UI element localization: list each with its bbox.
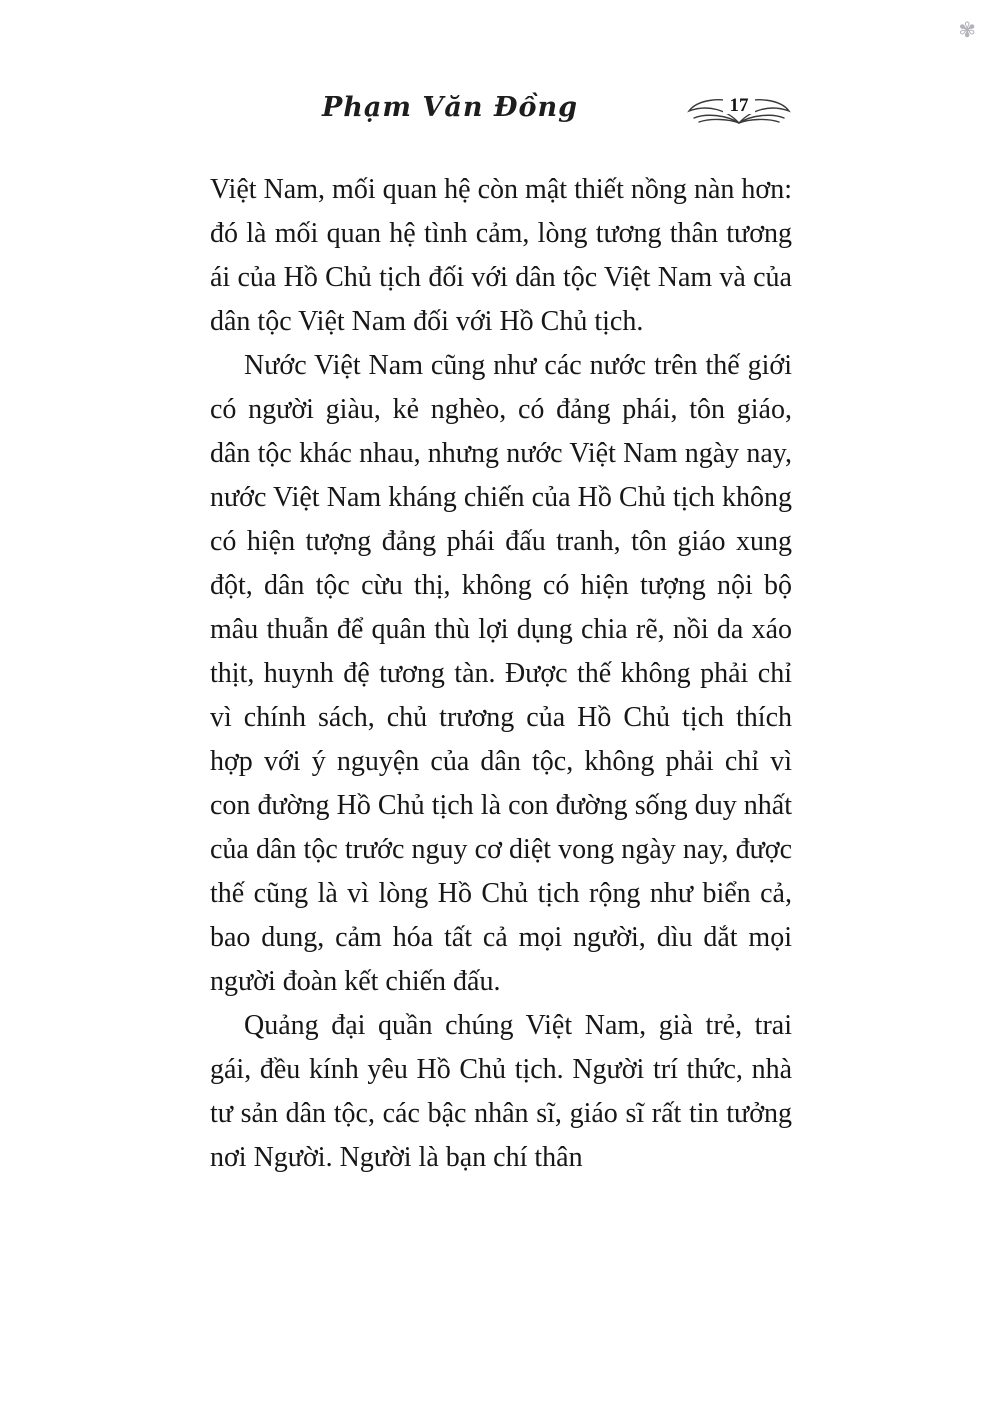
page-number-ornament — [686, 90, 792, 134]
corner-flower-icon: ✾ — [958, 18, 976, 42]
paragraph: Nước Việt Nam cũng như các nước trên thế giới có người giàu, kẻ nghèo, có đảng phái, tôn giáo, dân tộc khác nhau, nhưng nước Việt Nam ngày nay, nước Việt Nam kháng chiến của Hồ Chủ tịch không có hiện tượng đảng phái đấu tranh, tôn giáo xung đột, dân tộc cừu thị, không có hiện tượng nội bộ mâu thuẫn để quân thù lợi dụng chia rẽ, nồi da xáo thịt, huynh đệ tương tàn. Được thế không phải chỉ vì chính sách, chủ trương của Hồ Chủ tịch thích hợp với ý nguyện của dân tộc, không phải chỉ vì con đường Hồ Chủ tịch là con đường sống duy nhất của dân tộc trước nguy cơ diệt vong ngày nay, được thế cũng là vì lòng Hồ Chủ tịch rộng như biển cả, bao dung, cảm hóa tất cả mọi người, dìu dắt mọi người đoàn kết chiến đấu. — [210, 350, 792, 997]
body-text — [210, 168, 792, 1180]
running-head-author: Phạm Văn Đồng — [322, 92, 578, 123]
page-number: 17 — [729, 95, 749, 116]
open-book-icon — [686, 90, 792, 134]
paragraph: Quảng đại quần chúng Việt Nam, già trẻ, trai gái, đều kính yêu Hồ Chủ tịch. Người trí thức, nhà tư sản dân tộc, các bậc nhân sĩ, giáo sĩ rất tin tưởng nơi Người. Người là bạn chí thân — [210, 1010, 792, 1173]
paragraph-continuation: Việt Nam, mối quan hệ còn mật thiết nồng nàn hơn: đó là mối quan hệ tình cảm, lòng tương thân tương ái của Hồ Chủ tịch đối với dân tộc Việt Nam và của dân tộc Việt Nam đối với Hồ Chủ tịch. — [210, 174, 792, 337]
page-header — [0, 90, 1000, 134]
